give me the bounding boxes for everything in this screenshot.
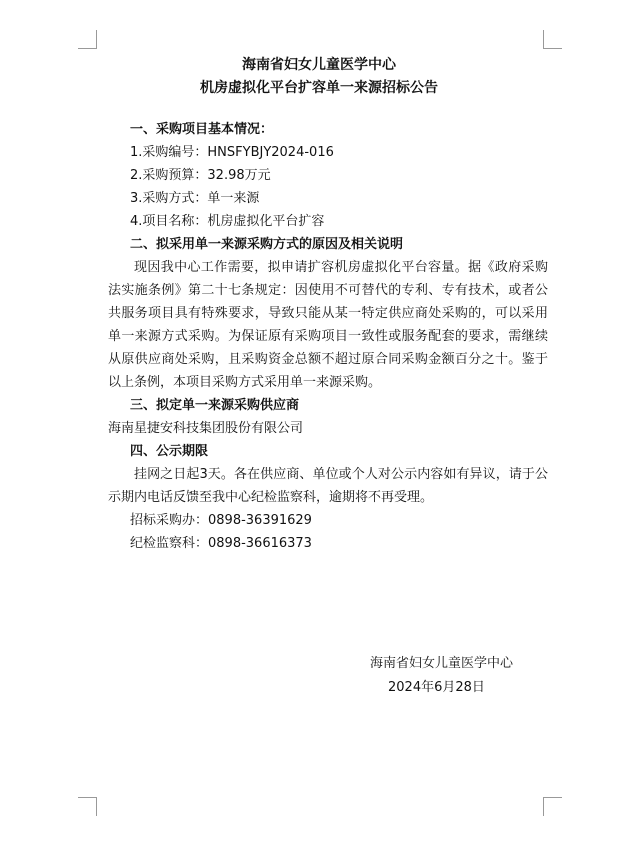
document-title-line2: 机房虚拟化平台扩容单一来源招标公告: [200, 80, 438, 96]
section1-item: 3.采购方式：单一来源: [130, 191, 260, 206]
signature-block: [370, 652, 550, 700]
section1-item: 2.采购预算：32.98万元: [130, 168, 271, 183]
signature-date: 2024年6月28日: [388, 680, 485, 695]
section4-paragraph: 挂网之日起3天。各在供应商、单位或个人对公示内容如有异议，请于公示期内电话反馈至我中心纪检监察科，逾期将不再受理。: [108, 467, 548, 505]
document-body: [108, 118, 548, 555]
supplier-name: 海南星捷安科技集团股份有限公司: [108, 421, 304, 436]
crop-mark-bottom-right: [543, 797, 562, 816]
section1-heading: 一、采购项目基本情况：: [130, 122, 274, 137]
section3-heading: 三、拟定单一来源采购供应商: [130, 398, 300, 413]
section2-paragraph: 现因我中心工作需要，拟申请扩容机房虚拟化平台容量。据《政府采购法实施条例》第二十七条规定：因使用不可替代的专利、专有技术，或者公共服务项目具有特殊要求，导致只能从某一特定供应商处采购的，可以采用单一来源方式采购。为保证原有采购项目一致性或服务配套的要求，需继续从原供应商处采购，且采购资金总额不超过原合同采购金额百分之十。鉴于以上条例，本项目采购方式采用单一来源采购。: [108, 260, 548, 390]
section2-heading: 二、拟采用单一来源采购方式的原因及相关说明: [130, 237, 404, 252]
contact-inspection: 纪检监察科：0898-36616373: [130, 536, 312, 551]
section1-item: 4.项目名称：机房虚拟化平台扩容: [130, 214, 325, 229]
document-title-line1: 海南省妇女儿童医学中心: [242, 57, 396, 73]
signature-org: 海南省妇女儿童医学中心: [370, 656, 514, 671]
crop-mark-top-right: [543, 30, 562, 49]
section1-item: 1.采购编号：HNSFYBJY2024-016: [130, 145, 334, 160]
crop-mark-top-left: [78, 30, 97, 49]
contact-procurement: 招标采购办：0898-36391629: [130, 513, 312, 528]
section4-heading: 四、公示期限: [130, 444, 209, 459]
crop-mark-bottom-left: [78, 797, 97, 816]
